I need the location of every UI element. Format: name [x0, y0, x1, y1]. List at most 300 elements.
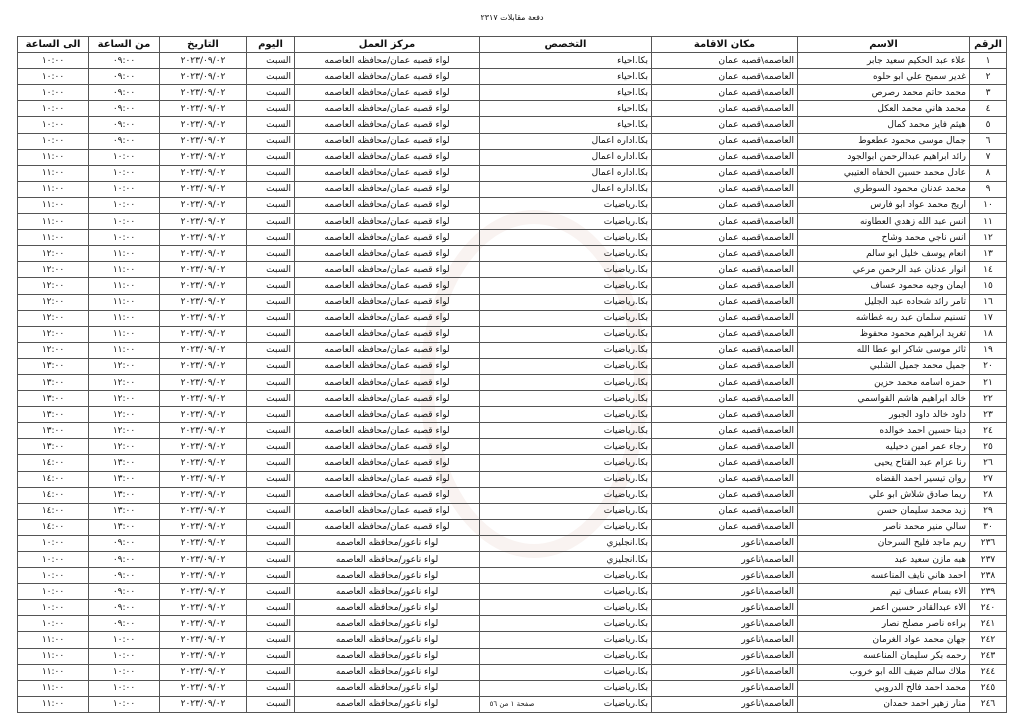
cell-to-time: ١٤:٠٠ [18, 503, 89, 519]
cell-residence: العاصمه\قصبه عمان [652, 519, 798, 535]
cell-work-center: لواء قصبه عمان/محافظه العاصمه [295, 133, 480, 149]
cell-to-time: ١٢:٠٠ [18, 262, 89, 278]
cell-from-time: ١٢:٠٠ [89, 439, 160, 455]
cell-day: السبت [247, 471, 295, 487]
cell-number: ٢٤١ [970, 616, 1007, 632]
cell-to-time: ١١:٠٠ [18, 149, 89, 165]
cell-to-time: ١٠:٠٠ [18, 53, 89, 69]
cell-residence: العاصمه\ناعور [652, 664, 798, 680]
cell-residence: العاصمه\قصبه عمان [652, 181, 798, 197]
cell-from-time: ١٠:٠٠ [89, 648, 160, 664]
cell-day: السبت [247, 326, 295, 342]
cell-date: ٢٠٢٣/٠٩/٠٢ [160, 214, 247, 230]
cell-residence: العاصمه\قصبه عمان [652, 117, 798, 133]
cell-name: ريما صادق شلاش ابو علي [798, 487, 970, 503]
cell-specialization: بكا.رياضيات [480, 503, 652, 519]
cell-number: ١٤ [970, 262, 1007, 278]
cell-date: ٢٠٢٣/٠٩/٠٢ [160, 503, 247, 519]
cell-work-center: لواء قصبه عمان/محافظه العاصمه [295, 278, 480, 294]
cell-day: السبت [247, 262, 295, 278]
cell-day: السبت [247, 616, 295, 632]
cell-name: ريم ماجد فليح السرحان [798, 535, 970, 551]
cell-residence: العاصمه\ناعور [652, 568, 798, 584]
table-row [18, 165, 1007, 181]
cell-number: ٢٤٤ [970, 664, 1007, 680]
cell-from-time: ١٢:٠٠ [89, 358, 160, 374]
table-row [18, 262, 1007, 278]
cell-specialization: بكا.رياضيات [480, 423, 652, 439]
table-row [18, 230, 1007, 246]
cell-work-center: لواء ناعور/محافظه العاصمه [295, 568, 480, 584]
cell-name: رنا عزام عبد الفتاح يحيى [798, 455, 970, 471]
cell-name: اريج محمد عواد ابو فارس [798, 197, 970, 213]
cell-specialization: بكا.رياضيات [480, 326, 652, 342]
cell-name: محمد عدنان محمود السوطري [798, 181, 970, 197]
cell-name: منار زهير احمد حمدان [798, 696, 970, 712]
cell-name: غدير سميح علي ابو حلوه [798, 69, 970, 85]
cell-name: داود خالد داود الجبور [798, 407, 970, 423]
table-row [18, 278, 1007, 294]
cell-from-time: ٠٩:٠٠ [89, 616, 160, 632]
cell-specialization: بكا.احياء [480, 53, 652, 69]
cell-number: ٨ [970, 165, 1007, 181]
column-header-work-center: مركز العمل [295, 37, 480, 53]
cell-residence: العاصمه\ناعور [652, 616, 798, 632]
cell-specialization: بكا.رياضيات [480, 648, 652, 664]
cell-from-time: ٠٩:٠٠ [89, 133, 160, 149]
cell-number: ١١ [970, 214, 1007, 230]
cell-name: تامر رائد شحاده عبد الجليل [798, 294, 970, 310]
cell-residence: العاصمه\قصبه عمان [652, 294, 798, 310]
cell-date: ٢٠٢٣/٠٩/٠٢ [160, 535, 247, 551]
cell-date: ٢٠٢٣/٠٩/٠٢ [160, 278, 247, 294]
cell-from-time: ٠٩:٠٠ [89, 600, 160, 616]
cell-day: السبت [247, 214, 295, 230]
cell-date: ٢٠٢٣/٠٩/٠٢ [160, 407, 247, 423]
cell-specialization: بكا.رياضيات [480, 294, 652, 310]
cell-residence: العاصمه\قصبه عمان [652, 391, 798, 407]
cell-number: ٢٥ [970, 439, 1007, 455]
cell-day: السبت [247, 552, 295, 568]
cell-from-time: ٠٩:٠٠ [89, 117, 160, 133]
cell-residence: العاصمه\قصبه عمان [652, 326, 798, 342]
cell-number: ٢٦ [970, 455, 1007, 471]
interview-schedule-table [17, 36, 1007, 713]
cell-day: السبت [247, 246, 295, 262]
column-header-from-time: من الساعة [89, 37, 160, 53]
cell-day: السبت [247, 101, 295, 117]
cell-to-time: ١٤:٠٠ [18, 487, 89, 503]
cell-specialization: بكا.رياضيات [480, 616, 652, 632]
cell-work-center: لواء ناعور/محافظه العاصمه [295, 535, 480, 551]
cell-work-center: لواء قصبه عمان/محافظه العاصمه [295, 117, 480, 133]
cell-number: ١٥ [970, 278, 1007, 294]
cell-specialization: بكا.رياضيات [480, 246, 652, 262]
cell-day: السبت [247, 439, 295, 455]
cell-specialization: بكا.رياضيات [480, 600, 652, 616]
cell-date: ٢٠٢٣/٠٩/٠٢ [160, 423, 247, 439]
cell-day: السبت [247, 117, 295, 133]
cell-to-time: ١٣:٠٠ [18, 374, 89, 390]
cell-from-time: ١١:٠٠ [89, 342, 160, 358]
cell-from-time: ١٠:٠٠ [89, 181, 160, 197]
cell-residence: العاصمه\قصبه عمان [652, 487, 798, 503]
cell-work-center: لواء قصبه عمان/محافظه العاصمه [295, 407, 480, 423]
cell-residence: العاصمه\قصبه عمان [652, 230, 798, 246]
table-row [18, 616, 1007, 632]
cell-number: ٢٤٦ [970, 696, 1007, 712]
cell-to-time: ١٤:٠٠ [18, 455, 89, 471]
cell-specialization: بكا.رياضيات [480, 391, 652, 407]
cell-residence: العاصمه\ناعور [652, 600, 798, 616]
cell-number: ١٣ [970, 246, 1007, 262]
cell-from-time: ١٠:٠٠ [89, 230, 160, 246]
cell-work-center: لواء ناعور/محافظه العاصمه [295, 600, 480, 616]
cell-specialization: بكا.رياضيات [480, 471, 652, 487]
cell-from-time: ٠٩:٠٠ [89, 535, 160, 551]
cell-residence: العاصمه\ناعور [652, 696, 798, 712]
cell-number: ٢٣٦ [970, 535, 1007, 551]
cell-specialization: بكا.رياضيات [480, 310, 652, 326]
cell-to-time: ١١:٠٠ [18, 165, 89, 181]
cell-day: السبت [247, 85, 295, 101]
cell-from-time: ١٢:٠٠ [89, 423, 160, 439]
cell-specialization: بكا.رياضيات [480, 568, 652, 584]
cell-to-time: ١٠:٠٠ [18, 552, 89, 568]
cell-date: ٢٠٢٣/٠٩/٠٢ [160, 374, 247, 390]
cell-residence: العاصمه\ناعور [652, 535, 798, 551]
cell-specialization: بكا.احياء [480, 117, 652, 133]
cell-from-time: ٠٩:٠٠ [89, 69, 160, 85]
cell-number: ٣٠ [970, 519, 1007, 535]
table-row [18, 648, 1007, 664]
cell-from-time: ١٠:٠٠ [89, 197, 160, 213]
cell-date: ٢٠٢٣/٠٩/٠٢ [160, 616, 247, 632]
cell-specialization: بكا.احياء [480, 85, 652, 101]
cell-from-time: ٠٩:٠٠ [89, 552, 160, 568]
cell-residence: العاصمه\قصبه عمان [652, 374, 798, 390]
cell-name: هبه مازن سعيد عبد [798, 552, 970, 568]
page-title: دفعة مقابلات ٢٣١٧ [480, 13, 544, 22]
cell-specialization: بكا.رياضيات [480, 342, 652, 358]
cell-specialization: بكا.رياضيات [480, 455, 652, 471]
cell-residence: العاصمه\قصبه عمان [652, 342, 798, 358]
cell-work-center: لواء ناعور/محافظه العاصمه [295, 648, 480, 664]
cell-work-center: لواء قصبه عمان/محافظه العاصمه [295, 487, 480, 503]
cell-date: ٢٠٢٣/٠٩/٠٢ [160, 664, 247, 680]
cell-number: ٢٣٩ [970, 584, 1007, 600]
cell-to-time: ١٠:٠٠ [18, 85, 89, 101]
cell-specialization: بكا.رياضيات [480, 278, 652, 294]
cell-from-time: ١١:٠٠ [89, 326, 160, 342]
table-header-row [18, 37, 1007, 53]
cell-day: السبت [247, 165, 295, 181]
cell-number: ٥ [970, 117, 1007, 133]
cell-to-time: ١١:٠٠ [18, 648, 89, 664]
cell-to-time: ١٢:٠٠ [18, 326, 89, 342]
cell-name: جمال موسى محمود عطعوط [798, 133, 970, 149]
cell-to-time: ١٤:٠٠ [18, 519, 89, 535]
cell-residence: العاصمه\قصبه عمان [652, 149, 798, 165]
cell-residence: العاصمه\ناعور [652, 648, 798, 664]
cell-name: جميل محمد جميل الشلبي [798, 358, 970, 374]
cell-number: ٢٤٠ [970, 600, 1007, 616]
cell-day: السبت [247, 568, 295, 584]
cell-work-center: لواء ناعور/محافظه العاصمه [295, 632, 480, 648]
table-row [18, 455, 1007, 471]
cell-residence: العاصمه\قصبه عمان [652, 439, 798, 455]
column-header-day: اليوم [247, 37, 295, 53]
cell-date: ٢٠٢٣/٠٩/٠٢ [160, 696, 247, 712]
table-row [18, 342, 1007, 358]
cell-day: السبت [247, 487, 295, 503]
table-row [18, 69, 1007, 85]
cell-residence: العاصمه\قصبه عمان [652, 278, 798, 294]
cell-date: ٢٠٢٣/٠٩/٠٢ [160, 632, 247, 648]
table-row [18, 214, 1007, 230]
cell-number: ٢٢ [970, 391, 1007, 407]
cell-date: ٢٠٢٣/٠٩/٠٢ [160, 680, 247, 696]
cell-date: ٢٠٢٣/٠٩/٠٢ [160, 342, 247, 358]
cell-residence: العاصمه\قصبه عمان [652, 310, 798, 326]
table-row [18, 552, 1007, 568]
cell-to-time: ١٣:٠٠ [18, 439, 89, 455]
cell-from-time: ٠٩:٠٠ [89, 85, 160, 101]
cell-work-center: لواء ناعور/محافظه العاصمه [295, 696, 480, 712]
cell-to-time: ١١:٠٠ [18, 664, 89, 680]
table-row [18, 85, 1007, 101]
cell-to-time: ١٠:٠٠ [18, 616, 89, 632]
cell-work-center: لواء قصبه عمان/محافظه العاصمه [295, 519, 480, 535]
cell-from-time: ١١:٠٠ [89, 262, 160, 278]
cell-name: خالد ابراهيم هاشم القواسمي [798, 391, 970, 407]
cell-number: ٩ [970, 181, 1007, 197]
cell-name: عادل محمد حسين الحفاه العتيبي [798, 165, 970, 181]
table-row [18, 423, 1007, 439]
cell-work-center: لواء قصبه عمان/محافظه العاصمه [295, 294, 480, 310]
cell-residence: العاصمه\قصبه عمان [652, 471, 798, 487]
table-row [18, 568, 1007, 584]
cell-day: السبت [247, 133, 295, 149]
cell-day: السبت [247, 648, 295, 664]
table-row [18, 407, 1007, 423]
cell-number: ١٦ [970, 294, 1007, 310]
cell-day: السبت [247, 278, 295, 294]
table-row [18, 149, 1007, 165]
cell-specialization: بكا.انجليزي [480, 552, 652, 568]
cell-to-time: ١١:٠٠ [18, 197, 89, 213]
cell-number: ٣ [970, 85, 1007, 101]
cell-name: براءه ناصر مصلح نصار [798, 616, 970, 632]
cell-residence: العاصمه\ناعور [652, 584, 798, 600]
cell-date: ٢٠٢٣/٠٩/٠٢ [160, 230, 247, 246]
cell-name: علاء عبد الحكيم سعيد جابر [798, 53, 970, 69]
cell-work-center: لواء قصبه عمان/محافظه العاصمه [295, 262, 480, 278]
cell-from-time: ١١:٠٠ [89, 294, 160, 310]
cell-to-time: ١١:٠٠ [18, 181, 89, 197]
cell-to-time: ١٣:٠٠ [18, 423, 89, 439]
cell-day: السبت [247, 407, 295, 423]
table-row [18, 439, 1007, 455]
cell-residence: العاصمه\ناعور [652, 552, 798, 568]
cell-work-center: لواء قصبه عمان/محافظه العاصمه [295, 69, 480, 85]
cell-day: السبت [247, 584, 295, 600]
column-header-specialization: التخصص [480, 37, 652, 53]
cell-specialization: بكا.رياضيات [480, 439, 652, 455]
cell-name: تغريد ابراهيم محمود محفوظ [798, 326, 970, 342]
cell-to-time: ١٢:٠٠ [18, 342, 89, 358]
cell-to-time: ١٣:٠٠ [18, 407, 89, 423]
cell-specialization: بكا.اداره اعمال [480, 181, 652, 197]
cell-day: السبت [247, 632, 295, 648]
cell-specialization: بكا.انجليزي [480, 535, 652, 551]
cell-number: ١٠ [970, 197, 1007, 213]
cell-date: ٢٠٢٣/٠٩/٠٢ [160, 326, 247, 342]
table-row [18, 519, 1007, 535]
cell-number: ٢٠ [970, 358, 1007, 374]
cell-residence: العاصمه\قصبه عمان [652, 53, 798, 69]
cell-name: انس عبد الله زهدي العطاونه [798, 214, 970, 230]
cell-work-center: لواء قصبه عمان/محافظه العاصمه [295, 455, 480, 471]
cell-to-time: ١١:٠٠ [18, 680, 89, 696]
cell-number: ١٨ [970, 326, 1007, 342]
cell-day: السبت [247, 294, 295, 310]
cell-work-center: لواء قصبه عمان/محافظه العاصمه [295, 391, 480, 407]
cell-to-time: ١٤:٠٠ [18, 471, 89, 487]
schedule-sheet [18, 36, 1007, 713]
cell-date: ٢٠٢٣/٠٩/٠٢ [160, 648, 247, 664]
cell-to-time: ١٠:٠٠ [18, 101, 89, 117]
table-row [18, 53, 1007, 69]
cell-to-time: ١٣:٠٠ [18, 391, 89, 407]
cell-date: ٢٠٢٣/٠٩/٠٢ [160, 181, 247, 197]
cell-number: ٢١ [970, 374, 1007, 390]
cell-specialization: بكا.احياء [480, 101, 652, 117]
column-header-to-time: الى الساعة [18, 37, 89, 53]
cell-to-time: ١١:٠٠ [18, 230, 89, 246]
table-row [18, 326, 1007, 342]
cell-day: السبت [247, 664, 295, 680]
cell-specialization: بكا.رياضيات [480, 358, 652, 374]
cell-work-center: لواء قصبه عمان/محافظه العاصمه [295, 165, 480, 181]
cell-to-time: ١٠:٠٠ [18, 117, 89, 133]
cell-name: رجاء عمر امين دحيليه [798, 439, 970, 455]
table-row [18, 117, 1007, 133]
cell-residence: العاصمه\قصبه عمان [652, 455, 798, 471]
cell-from-time: ١٠:٠٠ [89, 696, 160, 712]
cell-name: ملاك سالم ضيف الله ابو خروب [798, 664, 970, 680]
cell-residence: العاصمه\قصبه عمان [652, 407, 798, 423]
cell-date: ٢٠٢٣/٠٩/٠٢ [160, 294, 247, 310]
cell-day: السبت [247, 519, 295, 535]
cell-to-time: ١١:٠٠ [18, 214, 89, 230]
cell-date: ٢٠٢٣/٠٩/٠٢ [160, 439, 247, 455]
cell-from-time: ١٣:٠٠ [89, 455, 160, 471]
cell-specialization: بكا.اداره اعمال [480, 165, 652, 181]
cell-number: ٢٣ [970, 407, 1007, 423]
cell-specialization: بكا.رياضيات [480, 197, 652, 213]
cell-residence: العاصمه\قصبه عمان [652, 197, 798, 213]
table-row [18, 680, 1007, 696]
cell-day: السبت [247, 230, 295, 246]
cell-date: ٢٠٢٣/٠٩/٠٢ [160, 165, 247, 181]
cell-to-time: ١٣:٠٠ [18, 358, 89, 374]
cell-work-center: لواء ناعور/محافظه العاصمه [295, 680, 480, 696]
table-row [18, 503, 1007, 519]
cell-name: احمد هاني نايف المناعسه [798, 568, 970, 584]
cell-name: روان تيسير احمد القضاه [798, 471, 970, 487]
cell-day: السبت [247, 391, 295, 407]
cell-from-time: ١٢:٠٠ [89, 391, 160, 407]
cell-work-center: لواء قصبه عمان/محافظه العاصمه [295, 423, 480, 439]
table-row [18, 535, 1007, 551]
cell-work-center: لواء قصبه عمان/محافظه العاصمه [295, 374, 480, 390]
cell-to-time: ١٢:٠٠ [18, 294, 89, 310]
cell-name: ايمان وجيه محمود عساف [798, 278, 970, 294]
cell-specialization: بكا.اداره اعمال [480, 149, 652, 165]
cell-from-time: ١٣:٠٠ [89, 503, 160, 519]
cell-from-time: ١٠:٠٠ [89, 165, 160, 181]
cell-name: رائد ابراهيم عبدالرحمن ابوالجود [798, 149, 970, 165]
cell-from-time: ١٣:٠٠ [89, 487, 160, 503]
column-header-date: التاريخ [160, 37, 247, 53]
cell-date: ٢٠٢٣/٠٩/٠٢ [160, 85, 247, 101]
cell-name: جهان محمد عواد الغرمان [798, 632, 970, 648]
cell-specialization: بكا.رياضيات [480, 680, 652, 696]
cell-date: ٢٠٢٣/٠٩/٠٢ [160, 262, 247, 278]
cell-from-time: ١٣:٠٠ [89, 519, 160, 535]
cell-work-center: لواء ناعور/محافظه العاصمه [295, 552, 480, 568]
table-row [18, 358, 1007, 374]
cell-name: الاء عبدالقادر حسين اعمر [798, 600, 970, 616]
cell-to-time: ١٠:٠٠ [18, 584, 89, 600]
cell-date: ٢٠٢٣/٠٩/٠٢ [160, 69, 247, 85]
cell-from-time: ١٠:٠٠ [89, 680, 160, 696]
cell-work-center: لواء قصبه عمان/محافظه العاصمه [295, 101, 480, 117]
table-row [18, 310, 1007, 326]
cell-number: ٢٤٥ [970, 680, 1007, 696]
table-row [18, 664, 1007, 680]
cell-specialization: بكا.رياضيات [480, 407, 652, 423]
cell-name: انعام يوسف خليل ابو سالم [798, 246, 970, 262]
cell-day: السبت [247, 197, 295, 213]
cell-name: الاء بسام عساف تيم [798, 584, 970, 600]
cell-work-center: لواء قصبه عمان/محافظه العاصمه [295, 230, 480, 246]
table-row [18, 584, 1007, 600]
cell-to-time: ١١:٠٠ [18, 696, 89, 712]
cell-date: ٢٠٢٣/٠٩/٠٢ [160, 487, 247, 503]
cell-name: انوار عدنان عبد الرحمن مرعي [798, 262, 970, 278]
cell-specialization: بكا.رياضيات [480, 230, 652, 246]
cell-from-time: ١١:٠٠ [89, 246, 160, 262]
table-body [18, 53, 1007, 713]
cell-work-center: لواء قصبه عمان/محافظه العاصمه [295, 214, 480, 230]
cell-specialization: بكا.رياضيات [480, 632, 652, 648]
cell-residence: العاصمه\قصبه عمان [652, 503, 798, 519]
cell-work-center: لواء قصبه عمان/محافظه العاصمه [295, 471, 480, 487]
cell-number: ٢٨ [970, 487, 1007, 503]
table-row [18, 632, 1007, 648]
cell-day: السبت [247, 696, 295, 712]
cell-to-time: ١٠:٠٠ [18, 535, 89, 551]
cell-name: ثائر موسى شاكر ابو عطا الله [798, 342, 970, 358]
cell-residence: العاصمه\قصبه عمان [652, 85, 798, 101]
cell-to-time: ١٠:٠٠ [18, 133, 89, 149]
cell-number: ٢٤٣ [970, 648, 1007, 664]
cell-specialization: بكا.رياضيات [480, 696, 652, 712]
cell-date: ٢٠٢٣/٠٩/٠٢ [160, 149, 247, 165]
cell-from-time: ٠٩:٠٠ [89, 101, 160, 117]
